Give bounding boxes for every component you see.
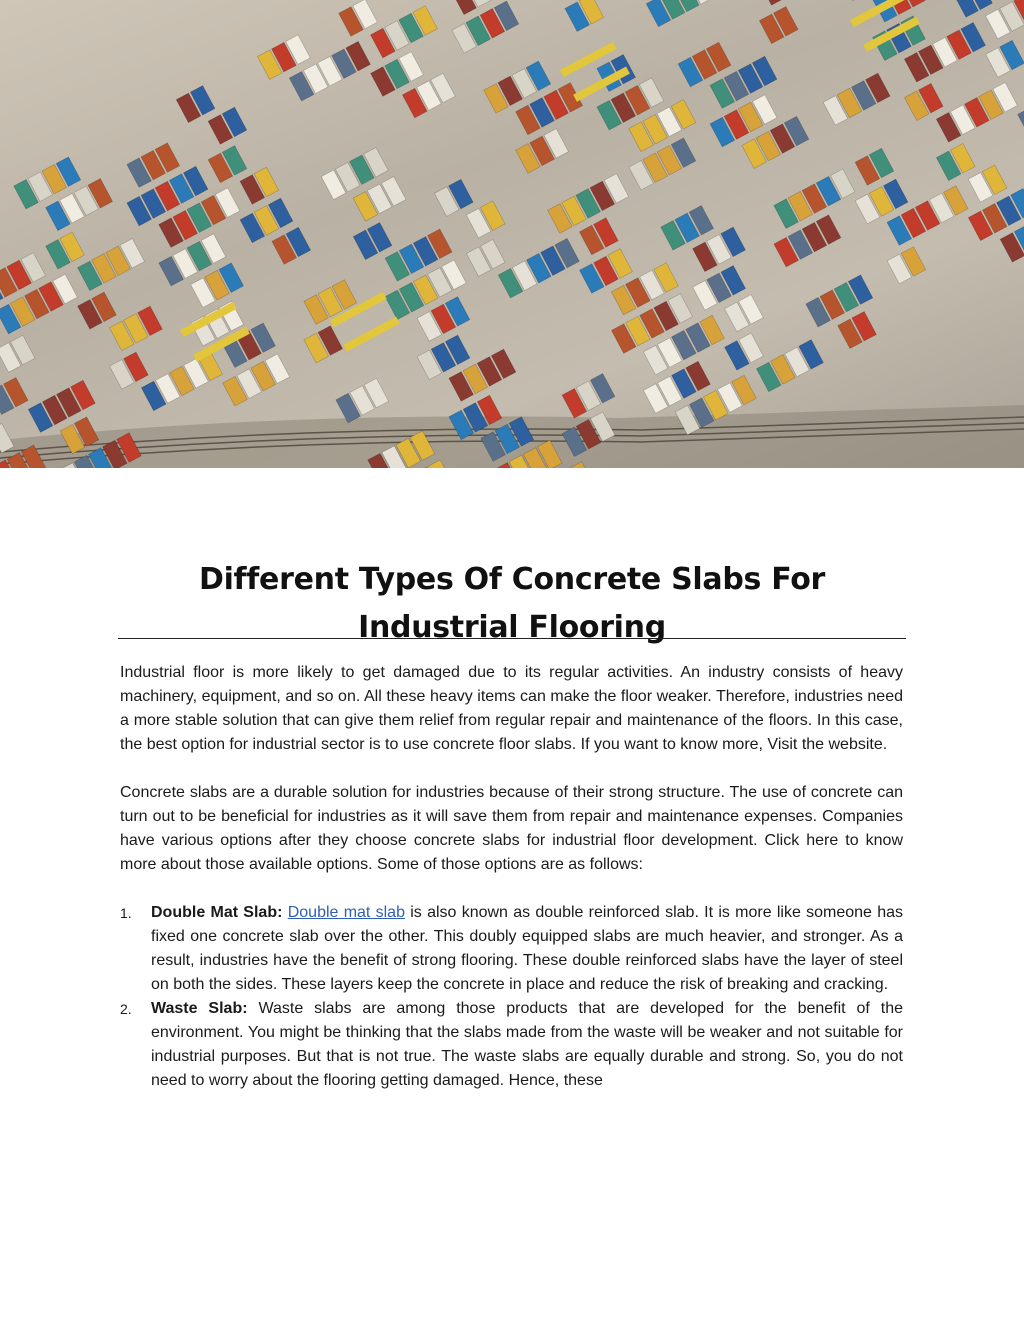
term-waste-slab: Waste Slab:: [151, 1000, 248, 1017]
list-item-waste-slab: [120, 997, 903, 1093]
intro-paragraph: Industrial floor is more likely to get damaged due to its regular activities. An industry consists of heavy machinery, equipment, and so on. All these heavy items can make the floor weaker. Therefore, industries need a more stable solution that can give them relief from regular repair and maintenance of the floors. In this case, the best option for industrial sector is to use concrete floor slabs. If you want to know more, Visit the website.: [120, 664, 903, 753]
list-number: 1.: [120, 905, 132, 921]
page-title: Different Types Of Concrete Slabs For Industrial Flooring: [198, 562, 826, 646]
options-paragraph: Concrete slabs are a durable solution for industries because of their strong structure. The use of concrete can turn out to be beneficial for industries as it will save them from repair and maintenance expenses. Companies have various options after they choose concrete slabs for industrial floor development. Click here to know more about those available options. Some of those options are as follows:: [120, 784, 903, 873]
slab-types-list: [120, 901, 903, 1093]
double-mat-slab-link[interactable]: Double mat slab: [287, 904, 405, 921]
article-body: [120, 661, 903, 1093]
container-port-illustration: [0, 0, 1024, 468]
title-divider: [118, 638, 906, 639]
list-number: 2.: [120, 1001, 132, 1017]
term-double-mat-slab: Double Mat Slab:: [151, 904, 283, 921]
hero-image: [0, 0, 1024, 468]
list-item-double-mat-slab: [120, 901, 903, 997]
list-item-text: is also known as double reinforced slab. It is more like someone has fixed one concrete slab over the other. This doubly equipped slabs are much heavier, and stronger. As a result, industries have the benefit of strong flooring. These double reinforced slabs have the layer of steel on both the sides. These layers keep the concrete in place and reduce the risk of breaking and cracking.: [151, 904, 904, 993]
list-item-text: Waste slabs are among those products that are developed for the benefit of the environment. You might be thinking that the slabs made from the waste will be weaker and not suitable for industrial purposes. But that is not true. The waste slabs are equally durable and strong. So, you do not need to worry about the flooring getting damaged. Hence, these: [151, 1000, 904, 1089]
